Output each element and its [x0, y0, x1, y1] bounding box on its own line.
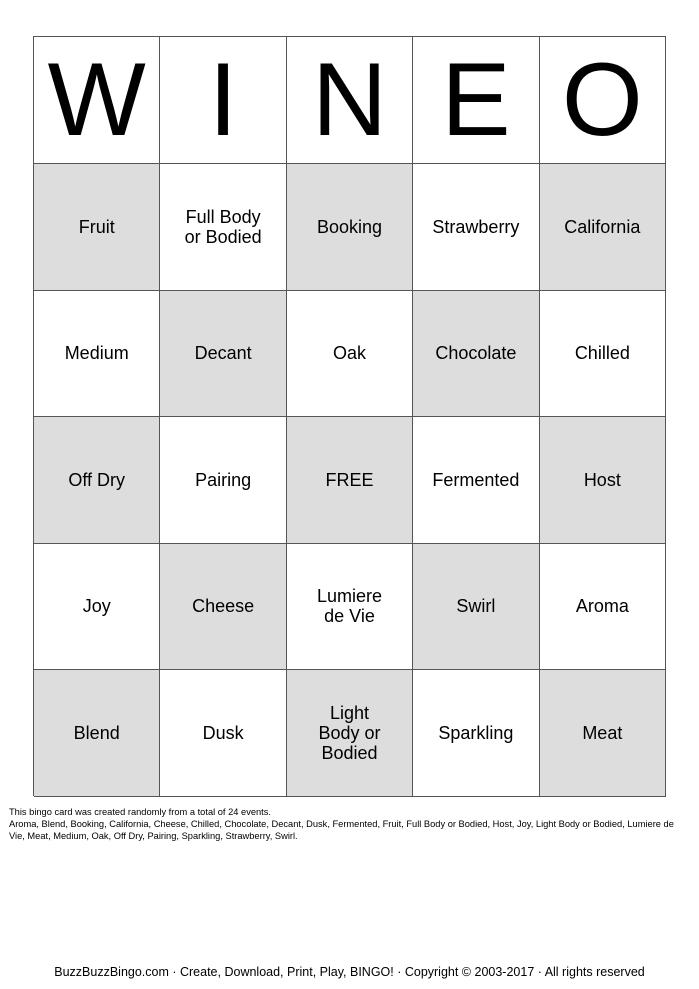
header-row [34, 37, 666, 164]
bingo-cell: Full Body or Bodied [160, 164, 286, 291]
bingo-row-3 [34, 417, 666, 544]
header-letter-e: E [413, 37, 539, 164]
bingo-cell: Swirl [413, 544, 539, 671]
bingo-cell: Aroma [540, 544, 666, 671]
bingo-cell: Decant [160, 291, 286, 418]
bingo-cell: Cheese [160, 544, 286, 671]
header-letter-i: I [160, 37, 286, 164]
bingo-cell: Joy [34, 544, 160, 671]
bingo-row-1 [34, 164, 666, 291]
bingo-cell: Oak [287, 291, 413, 418]
bingo-row-2 [34, 291, 666, 418]
bingo-cell: Fruit [34, 164, 160, 291]
header-letter-o: O [540, 37, 666, 164]
header-letter-n: N [287, 37, 413, 164]
bingo-cell: Chilled [540, 291, 666, 418]
bingo-row-4 [34, 544, 666, 671]
bingo-row-5 [34, 670, 666, 797]
bingo-cell: Chocolate [413, 291, 539, 418]
bingo-cell: Meat [540, 670, 666, 797]
bingo-cell: California [540, 164, 666, 291]
bingo-cell: Booking [287, 164, 413, 291]
bingo-cell: Sparkling [413, 670, 539, 797]
bingo-cell: Pairing [160, 417, 286, 544]
bingo-cell: Blend [34, 670, 160, 797]
bingo-cell: Medium [34, 291, 160, 418]
header-letter-w: W [34, 37, 160, 164]
bingo-cell: Lumiere de Vie [287, 544, 413, 671]
bingo-cell: Fermented [413, 417, 539, 544]
bingo-cell: Dusk [160, 670, 286, 797]
bingo-cell: Off Dry [34, 417, 160, 544]
page-footer: BuzzBuzzBingo.com · Create, Download, Print, Play, BINGO! · Copyright © 2003-2017 · All rights reserved [54, 965, 645, 979]
free-space-cell: FREE [287, 417, 413, 544]
bingo-cell: Light Body or Bodied [287, 670, 413, 797]
bingo-card [33, 36, 666, 796]
card-footnote [9, 806, 689, 842]
bingo-cell: Host [540, 417, 666, 544]
footnote-event-list: Aroma, Blend, Booking, California, Cheese, Chilled, Chocolate, Decant, Dusk, Fermented, Fruit, Full Body or Bodied, Host, Joy, Light Body or Bodied, Lumiere de Vie, Meat, Medium, Oak, Off Dry, Pairing, Sparkling, Strawberry, Swirl. [9, 819, 674, 841]
footnote-summary: This bingo card was created randomly from a total of 24 events. [9, 807, 271, 817]
bingo-cell: Strawberry [413, 164, 539, 291]
